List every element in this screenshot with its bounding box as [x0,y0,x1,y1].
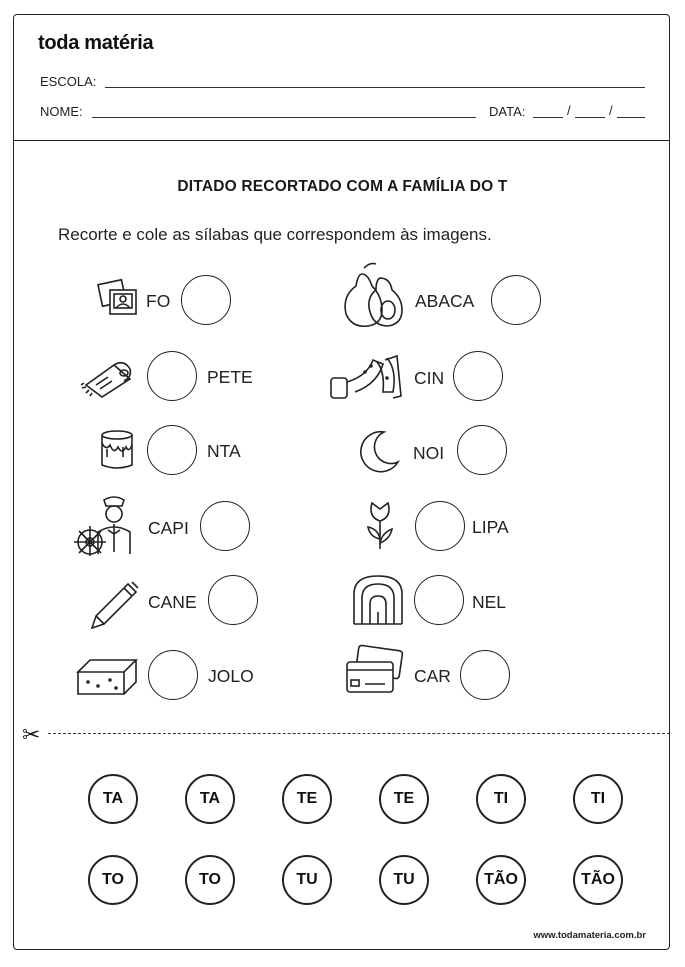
photos-icon [96,278,140,320]
header-divider [13,140,670,141]
paint-can-icon [99,429,135,471]
answer-circle[interactable] [460,650,510,700]
date-separator: / [567,103,571,118]
syllable-chip[interactable]: TE [379,774,429,824]
syllable-chip[interactable]: TU [379,855,429,905]
answer-circle[interactable] [147,351,197,401]
belt-icon [327,350,405,404]
syllable-chip[interactable]: TA [185,774,235,824]
syllable-chip[interactable]: TE [282,774,332,824]
syllable-prompt: ABACA [415,291,475,311]
answer-circle[interactable] [457,425,507,475]
answer-circle[interactable] [181,275,231,325]
date-month-field[interactable] [575,117,605,118]
brand-logo: toda matéria [38,32,154,54]
brick-icon [74,656,140,698]
date-day-field[interactable] [533,117,563,118]
syllable-prompt: PETE [207,367,253,387]
syllable-chip[interactable]: TÃO [573,855,623,905]
syllable-prompt: LIPA [472,517,509,537]
answer-circle[interactable] [148,650,198,700]
scissors-icon: ✂ [22,722,41,747]
date-year-field[interactable] [617,117,645,118]
avocado-icon [338,260,408,330]
syllable-prompt: JOLO [208,666,254,686]
answer-circle[interactable] [208,575,258,625]
syllable-prompt: NTA [207,441,241,461]
syllable-prompt: CAR [414,666,451,686]
school-field[interactable] [105,87,645,88]
syllable-chip[interactable]: TÃO [476,855,526,905]
answer-circle[interactable] [200,501,250,551]
answer-circle[interactable] [414,575,464,625]
moon-icon [354,428,402,476]
syllable-chip[interactable]: TO [88,855,138,905]
worksheet-title: DITADO RECORTADO COM A FAMÍLIA DO T [177,178,508,195]
answer-circle[interactable] [147,425,197,475]
date-separator: / [609,103,613,118]
syllable-prompt: CANE [148,592,197,612]
date-label: DATA: [489,104,526,119]
answer-circle[interactable] [415,501,465,551]
syllable-chip[interactable]: TI [573,774,623,824]
syllable-prompt: CAPI [148,518,189,538]
syllable-prompt: CIN [414,368,445,388]
syllable-chip[interactable]: TA [88,774,138,824]
footer-url[interactable]: www.todamateria.com.br [533,930,646,941]
syllable-prompt: NEL [472,592,507,612]
pen-icon [88,580,140,630]
tulip-icon [364,499,396,551]
school-label: ESCOLA: [40,74,97,89]
answer-circle[interactable] [453,351,503,401]
tunnel-icon [350,572,406,628]
cut-line [48,733,670,734]
instruction-text: Recorte e cole as sílabas que correspondem às imagens. [58,225,492,244]
answer-circle[interactable] [491,275,541,325]
syllable-prompt: FO [146,291,171,311]
syllable-prompt: NOI [413,443,445,463]
name-label: NOME: [40,104,83,119]
syllable-chip[interactable]: TO [185,855,235,905]
syllable-chip[interactable]: TI [476,774,526,824]
credit-card-icon [343,644,405,698]
rug-icon [80,355,138,399]
name-field[interactable] [92,117,476,118]
captain-icon [70,494,142,556]
syllable-chip[interactable]: TU [282,855,332,905]
